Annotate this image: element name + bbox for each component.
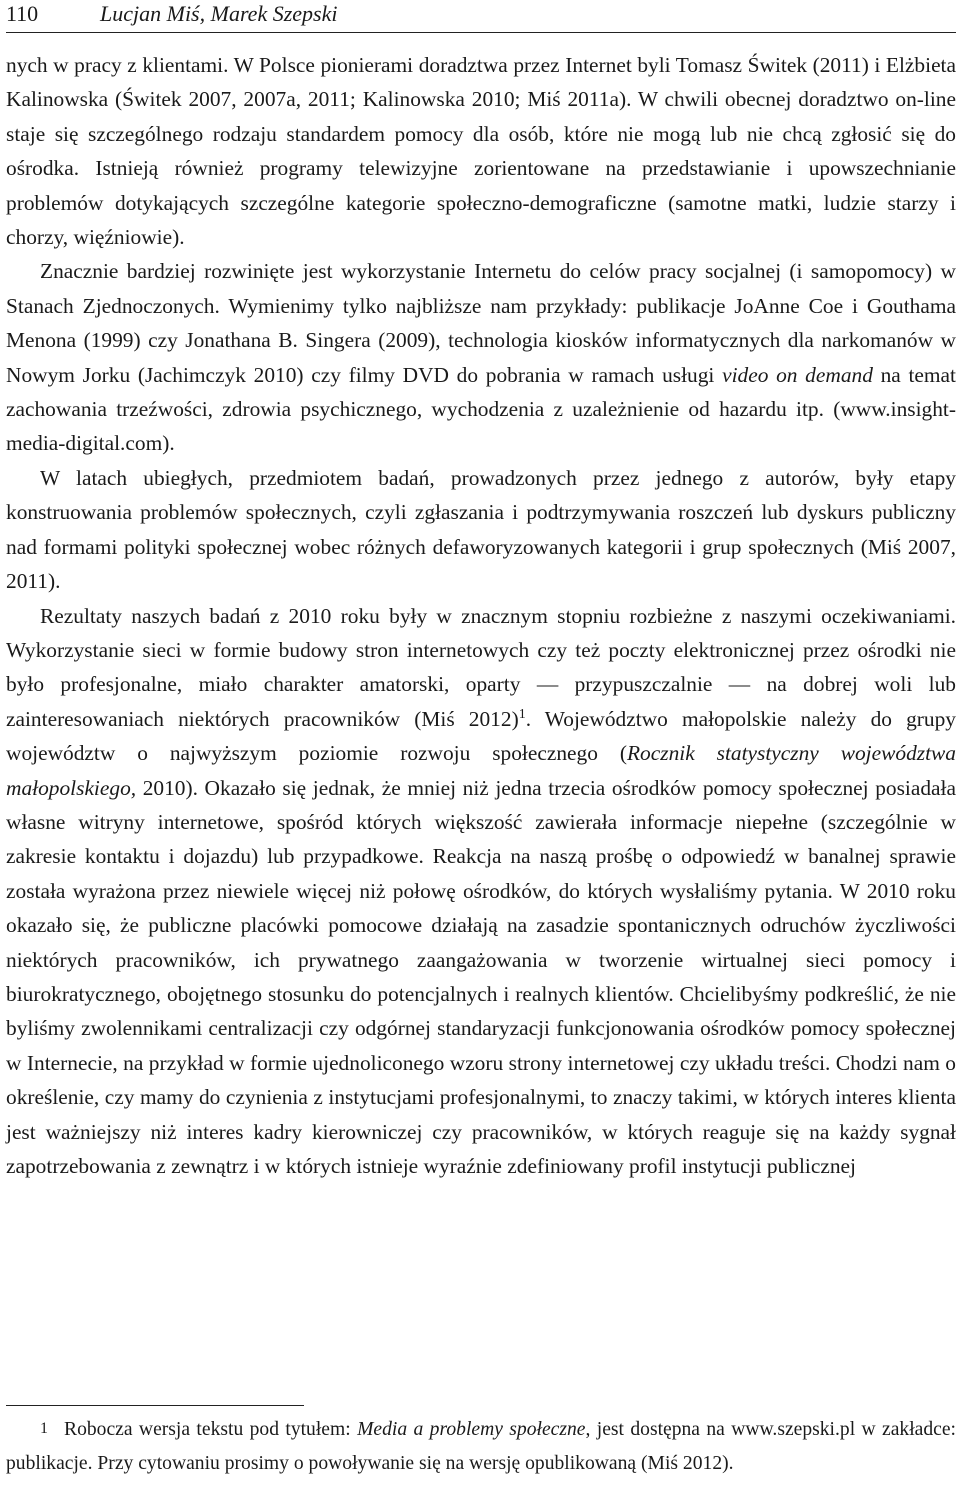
italic-text: Media a problemy społeczne: [357, 1419, 586, 1440]
page: [6, 0, 957, 1474]
italic-text: Rocznik statystyczny województwa małopolskiego,: [6, 741, 956, 800]
body-text: [6, 48, 956, 1183]
footnote-number: 1: [40, 1420, 48, 1437]
text-run: . Województwo małopolskie należy do grupy województw o najwyższym poziomie rozwoju społecznego (: [6, 706, 956, 766]
text-run: nych w pracy z klientami. W Polsce pionierami doradztwa przez Internet byli Tomasz Świtek (2011) i Elżbieta Kalinowska (Świtek 2007, 2007a, 2011; Kalinowska 2010; Miś 2011a). W chwili obecnej doradztwo on-line staje się szczególnego rodzaju standardem pomocy dla osób, które nie mogą lub nie chcą zgłosić się do ośrodka. Istnieją również programy telewizyjne zorientowane na przedstawianie i upowszechnianie problemów dotykających szczególne kategorie społeczno-demograficzne (samotne matki, ludzie starzy i chorzy, więźniowie).: [6, 53, 956, 250]
footnote-rule: [6, 1405, 304, 1406]
italic-text: video on demand: [722, 362, 873, 387]
paragraph: [6, 48, 956, 254]
text-run: 2010). Okazało się jednak, że mniej niż jedna trzecia ośrodków pomocy społecznej posiadała własne witryny internetowe, spośród których większość zawierała informacje niepełne (szczególnie w zakresie kontaktu i dojazdu) lub przypadkowe. Reakcja na naszą prośbę o odpowiedź w banalnej sprawie została wyrażona przez niewiele więcej niż połowę ośrodków, do których wysłaliśmy pytania. W 2010 roku okazało się, że publiczne placówki pomocowe działają na zasadzie spontanicznych odruchów życzliwości niektórych pracowników, ich prywatnego zaangażowania w tworzenie wirtualnej sieci pomocy i biurokratycznego, obojętnego stosunku do potencjalnych i realnych klientów. Chcielibyśmy podkreślić, że nie byliśmy zwolennikami centralizacji czy odgórnej standaryzacji funkcjonowania ośrodków pomocy społecznej w Internecie, na przykład w formie ujednoliconego wzoru strony internetowej czy układu treści. Chodzi nam o określenie, czy mamy do czynienia z instytucjami profesjonalnymi, to znaczy takimi, w których interes klienta jest ważniejszy niż interes kadry kierowniczej czy pracowników, w których reaguje się na każdy sygnał zapotrzebowania z zewnątrz i w których istnieje wyraźnie zdefiniowany profil instytucji publicznej: [6, 775, 956, 1178]
running-header: [6, 0, 956, 30]
running-header-authors: Lucjan Miś, Marek Szepski: [100, 1, 338, 26]
text-run: W latach ubiegłych, przedmiotem badań, prowadzonych przez jednego z autorów, były etapy konstruowania problemów społecznych, czyli zgłaszania i podtrzymywania roszczeń lub dyskurs publiczny nad formami polityki społecznej wobec różnych defaworyzowanych kategorii i grup społecznych (Miś 2007, 2011).: [6, 465, 956, 594]
page-number: 110: [6, 1, 39, 26]
footnote: [6, 1412, 956, 1481]
text-run: na temat zachowania trzeźwości, zdrowia psychicznego, wychodzenia z uzależnienie od hazardu itp. (www.insight-media-digital.com).: [6, 362, 956, 456]
text-run: Rezultaty naszych badań z 2010 roku były w znacznym stopniu rozbieżne z naszymi oczekiwaniami. Wykorzystanie sieci w formie budowy stron internetowych czy też poczty elektronicznej przez ośrodki nie było profesjonalne, miało charakter amatorski, oparty — przypuszczalnie — na dobrej woli lub zainteresowaniach niektórych pracowników (Miś 2012): [6, 603, 956, 731]
paragraph: [6, 254, 956, 460]
footnote-text: [6, 1419, 956, 1474]
paragraph: [6, 461, 956, 599]
paragraph: [6, 599, 956, 1184]
footnote-reference: 1: [518, 706, 526, 722]
header-rule: [6, 32, 956, 33]
text-run: , jest dostępna na www.szepski.pl w zakładce: publikacje. Przy cytowaniu prosimy o powoływanie się na wersję opublikowaną (Miś 2012).: [6, 1419, 957, 1474]
text-run: Robocza wersja tekstu pod tytułem:: [64, 1419, 358, 1440]
text-run: Znacznie bardziej rozwinięte jest wykorzystanie Internetu do celów pracy socjalnej (i samopomocy) w Stanach Zjednoczonych. Wymienimy tylko najbliższe nam przykłady: publikacje JoAnne Coe i Gouthama Menona (1999) czy Jonathana B. Singera (2009), technologia kiosków informatycznych dla narkomanów w Nowym Jorku (Jachimczyk 2010) czy filmy DVD do pobrania w ramach usługi: [6, 259, 956, 387]
